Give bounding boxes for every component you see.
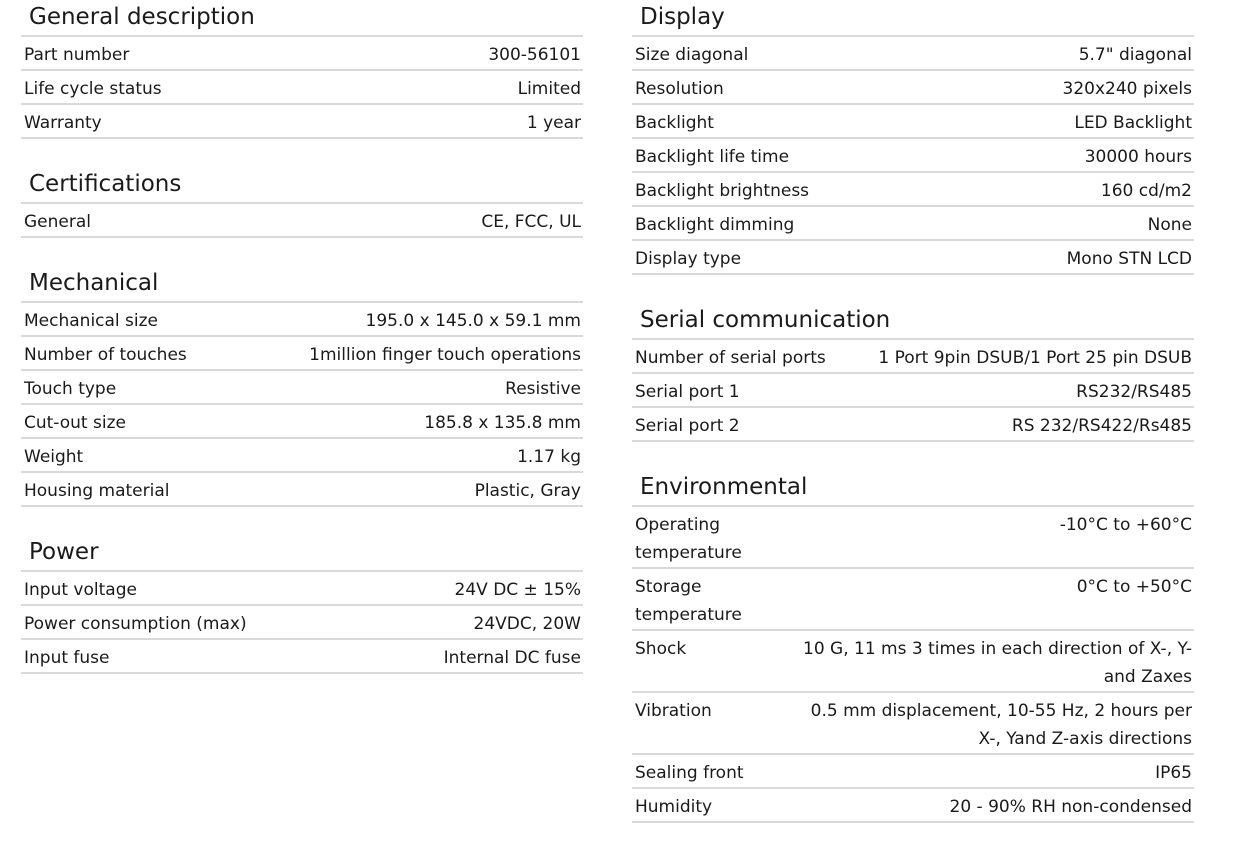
spec-value: 1million finger touch operations bbox=[309, 345, 581, 365]
section-title: Mechanical bbox=[21, 266, 583, 303]
left-column bbox=[21, 0, 583, 702]
spec-label: Mechanical size bbox=[24, 311, 159, 331]
spec-value: 195.0 x 145.0 x 59.1 mm bbox=[365, 311, 581, 331]
spec-row-shock bbox=[632, 631, 1194, 693]
spec-value: 5.7" diagonal bbox=[1078, 45, 1192, 65]
spec-row-input-fuse bbox=[21, 640, 583, 674]
spec-row-backlight-brightness bbox=[632, 173, 1194, 207]
section-environmental bbox=[632, 470, 1194, 823]
spec-value: 300-56101 bbox=[488, 45, 581, 65]
section-certifications bbox=[21, 167, 583, 238]
section-mechanical bbox=[21, 266, 583, 507]
spec-label: Sealing front bbox=[635, 763, 744, 783]
spec-row-housing-material bbox=[21, 473, 583, 507]
section-title: Power bbox=[21, 535, 583, 572]
spec-row-power-consumption-max bbox=[21, 606, 583, 640]
section-title: Certifications bbox=[21, 167, 583, 204]
spec-label: Backlight dimming bbox=[635, 215, 795, 235]
spec-row-display-type bbox=[632, 241, 1194, 275]
spec-row-input-voltage bbox=[21, 572, 583, 606]
spec-label: General bbox=[24, 212, 91, 232]
spec-value: Internal DC fuse bbox=[443, 648, 581, 668]
spec-value: 0°C to +50°C bbox=[1076, 577, 1192, 597]
spec-row-size-diagonal bbox=[632, 37, 1194, 71]
spec-value: IP65 bbox=[1155, 763, 1192, 783]
spec-row-number-of-touches bbox=[21, 337, 583, 371]
spec-row-weight bbox=[21, 439, 583, 473]
spec-value: 160 cd/m2 bbox=[1100, 181, 1192, 201]
spec-label: Life cycle status bbox=[24, 79, 162, 99]
section-general-description bbox=[21, 0, 583, 139]
spec-label: Backlight brightness bbox=[635, 181, 810, 201]
spec-value: 0.5 mm displacement, 10-55 Hz, 2 hours per X-, Yand Z-axis directions bbox=[810, 701, 1192, 749]
spec-row-part-number bbox=[21, 37, 583, 71]
spec-row-storage-temperature bbox=[632, 569, 1194, 631]
spec-label: Serial port 1 bbox=[635, 382, 740, 402]
spec-row-serial-port-2 bbox=[632, 408, 1194, 442]
section-title: Serial communication bbox=[632, 303, 1194, 340]
spec-label: Touch type bbox=[24, 379, 117, 399]
spec-row-backlight-dimming bbox=[632, 207, 1194, 241]
spec-label: Display type bbox=[635, 249, 742, 269]
spec-value: Resistive bbox=[505, 379, 581, 399]
spec-row-humidity bbox=[632, 789, 1194, 823]
spec-label: Serial port 2 bbox=[635, 416, 740, 436]
spec-label: Number of serial ports bbox=[635, 348, 826, 368]
spec-value: Mono STN LCD bbox=[1066, 249, 1192, 269]
spec-value: 185.8 x 135.8 mm bbox=[424, 413, 581, 433]
section-title: Environmental bbox=[632, 470, 1194, 507]
spec-value: RS 232/RS422/Rs485 bbox=[1011, 416, 1192, 436]
spec-value: 10 G, 11 ms 3 times in each direction of X-, Y- and Zaxes bbox=[803, 639, 1192, 687]
spec-label: Weight bbox=[24, 447, 84, 467]
spec-row-cut-out-size bbox=[21, 405, 583, 439]
spec-label: Storage temperature bbox=[635, 577, 742, 625]
section-serial-communication bbox=[632, 303, 1194, 442]
section-title: General description bbox=[21, 0, 583, 37]
spec-value: 20 - 90% RH non-condensed bbox=[949, 797, 1192, 817]
spec-label: Input voltage bbox=[24, 580, 137, 600]
spec-value: -10°C to +60°C bbox=[1059, 515, 1192, 535]
spec-label: Backlight life time bbox=[635, 147, 790, 167]
spec-row-vibration bbox=[632, 693, 1194, 755]
right-column bbox=[632, 0, 1194, 851]
spec-value: Plastic, Gray bbox=[474, 481, 581, 501]
spec-label: Input fuse bbox=[24, 648, 110, 668]
spec-label: Size diagonal bbox=[635, 45, 749, 65]
spec-label: Power consumption (max) bbox=[24, 614, 247, 634]
spec-row-operating-temperature bbox=[632, 507, 1194, 569]
spec-label: Vibration bbox=[635, 701, 712, 721]
spec-row-serial-port-1 bbox=[632, 374, 1194, 408]
spec-row-backlight-life-time bbox=[632, 139, 1194, 173]
spec-value: 1 Port 9pin DSUB/1 Port 25 pin DSUB bbox=[878, 348, 1192, 368]
spec-value: Limited bbox=[517, 79, 581, 99]
spec-label: Humidity bbox=[635, 797, 713, 817]
spec-label: Part number bbox=[24, 45, 130, 65]
spec-label: Housing material bbox=[24, 481, 170, 501]
spec-row-life-cycle-status bbox=[21, 71, 583, 105]
spec-label: Shock bbox=[635, 639, 687, 659]
spec-value: 24VDC, 20W bbox=[473, 614, 581, 634]
spec-row-touch-type bbox=[21, 371, 583, 405]
spec-row-warranty bbox=[21, 105, 583, 139]
spec-value: 24V DC ± 15% bbox=[454, 580, 581, 600]
spec-label: Backlight bbox=[635, 113, 714, 133]
spec-label: Resolution bbox=[635, 79, 724, 99]
spec-value: 1 year bbox=[526, 113, 581, 133]
spec-label: Number of touches bbox=[24, 345, 187, 365]
spec-row-general bbox=[21, 204, 583, 238]
spec-label: Warranty bbox=[24, 113, 102, 133]
spec-value: LED Backlight bbox=[1074, 113, 1192, 133]
spec-label: Cut-out size bbox=[24, 413, 126, 433]
spec-row-mechanical-size bbox=[21, 303, 583, 337]
section-display bbox=[632, 0, 1194, 275]
spec-row-number-of-serial-ports bbox=[632, 340, 1194, 374]
spec-value: 1.17 kg bbox=[517, 447, 581, 467]
spec-value: 320x240 pixels bbox=[1062, 79, 1192, 99]
spec-value: CE, FCC, UL bbox=[481, 212, 581, 232]
section-power bbox=[21, 535, 583, 674]
spec-value: None bbox=[1147, 215, 1192, 235]
spec-value: RS232/RS485 bbox=[1076, 382, 1192, 402]
section-title: Display bbox=[632, 0, 1194, 37]
spec-label: Operating temperature bbox=[635, 515, 742, 563]
spec-row-resolution bbox=[632, 71, 1194, 105]
spec-row-sealing-front bbox=[632, 755, 1194, 789]
spec-value: 30000 hours bbox=[1084, 147, 1192, 167]
spec-row-backlight bbox=[632, 105, 1194, 139]
